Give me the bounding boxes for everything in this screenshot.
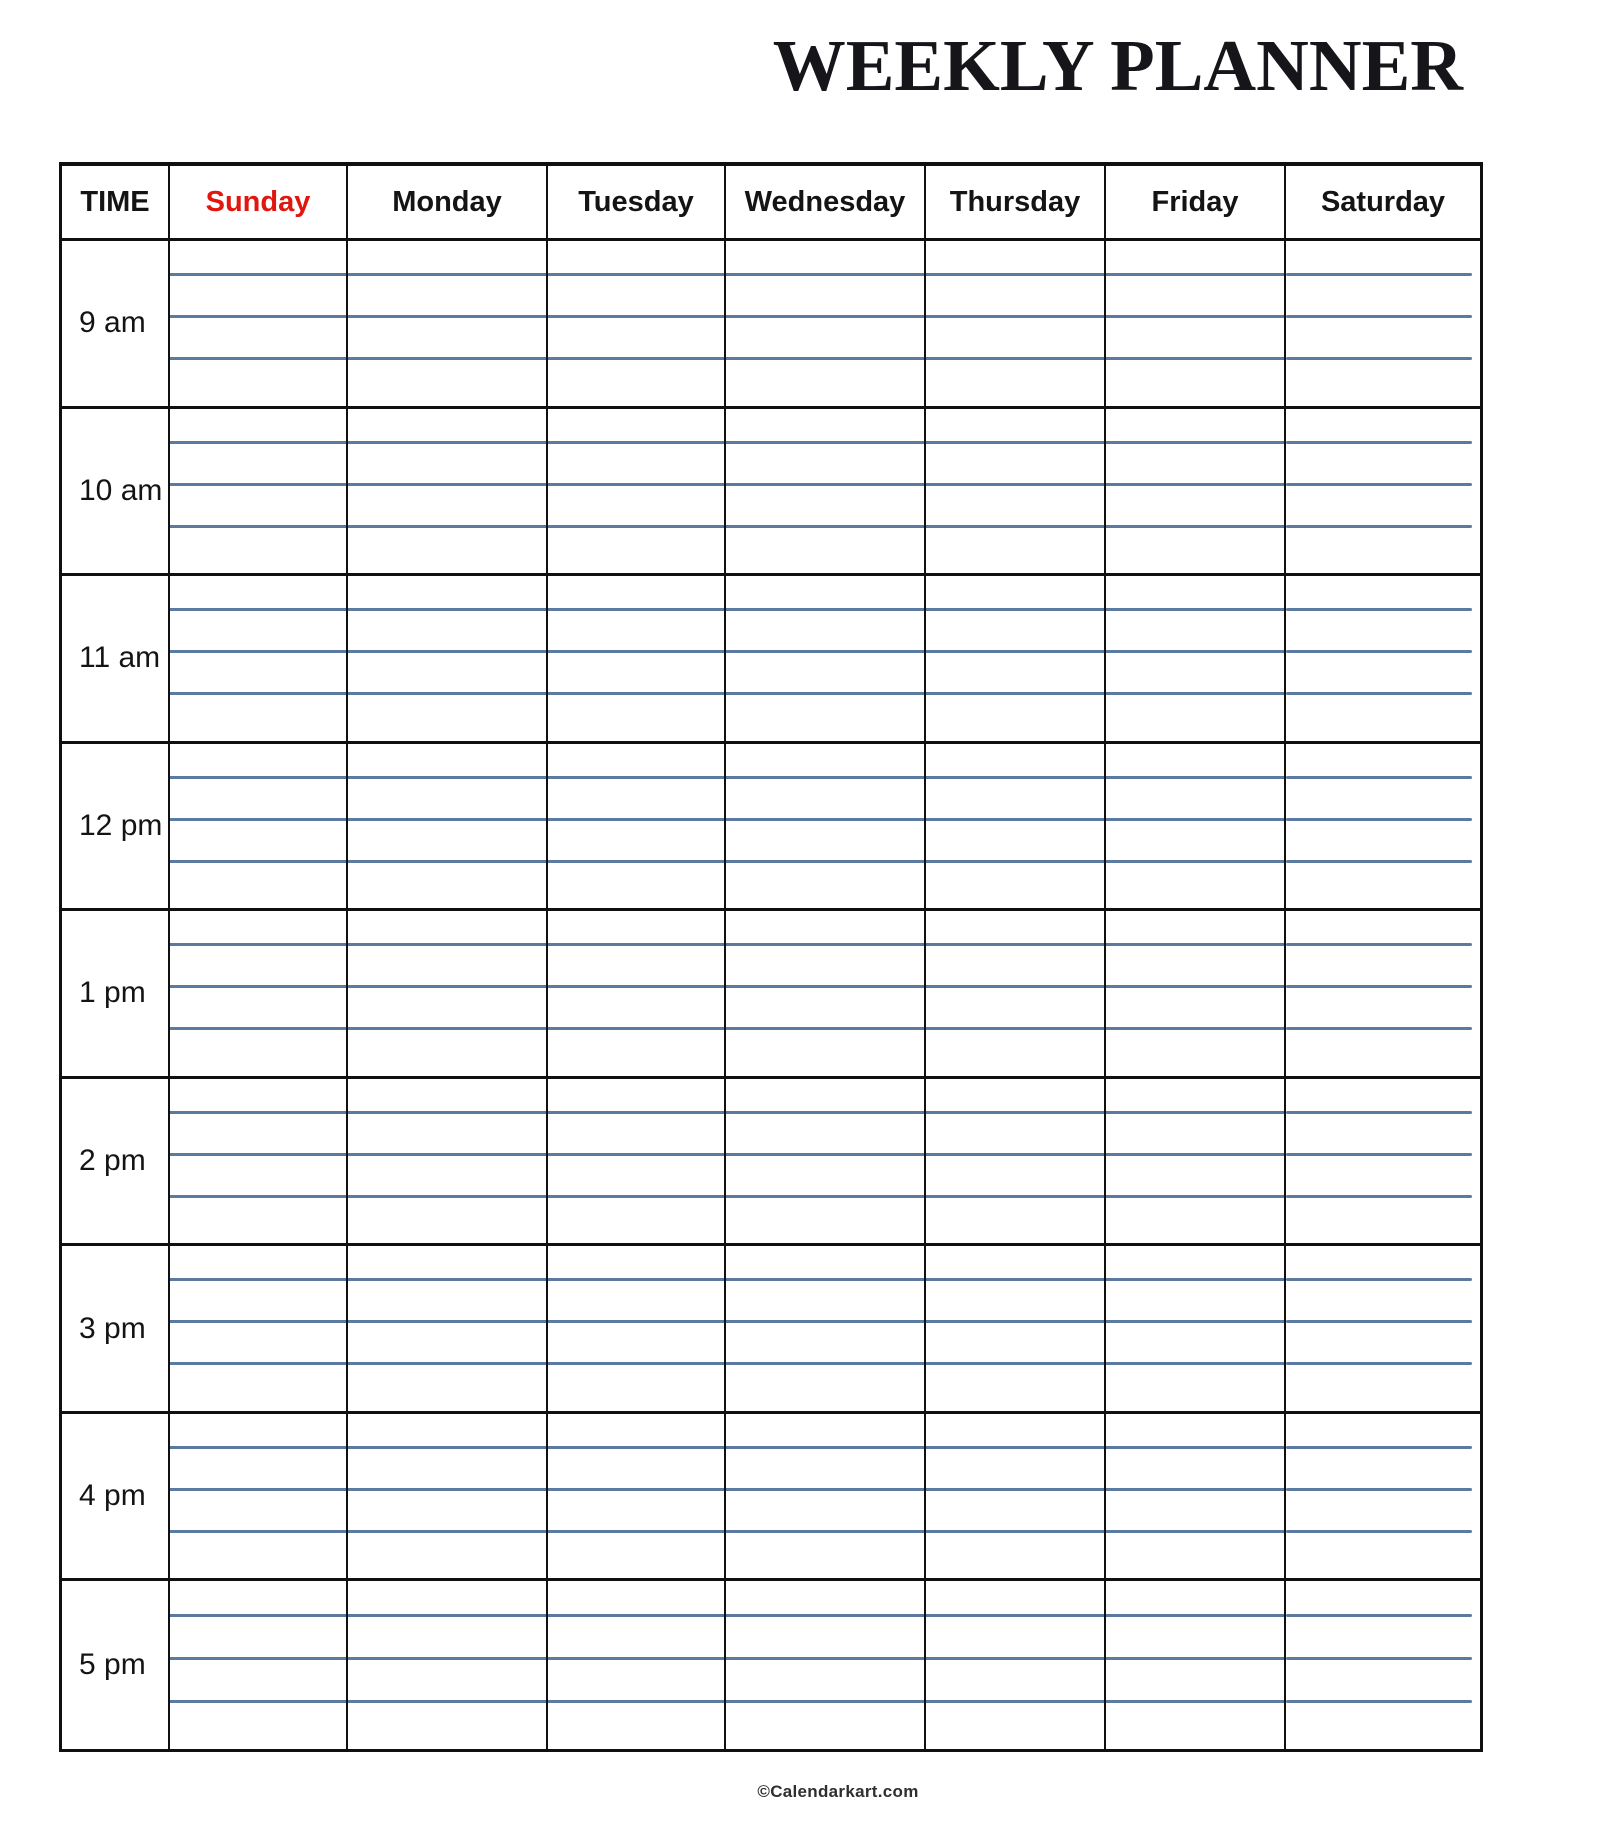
day-header-friday: Friday: [1106, 166, 1286, 241]
ruled-line: [348, 441, 546, 444]
ruled-line: [1106, 1530, 1284, 1533]
ruled-line: [726, 776, 924, 779]
ruled-line: [926, 692, 1104, 695]
planner-cell-friday-1-pm: [1106, 911, 1286, 1079]
ruled-line: [348, 315, 546, 318]
ruled-line: [1286, 1320, 1472, 1323]
ruled-line: [348, 1700, 546, 1703]
ruled-line: [348, 525, 546, 528]
ruled-line: [926, 1153, 1104, 1156]
ruled-line: [726, 315, 924, 318]
ruled-line: [548, 1153, 724, 1156]
ruled-line: [926, 483, 1104, 486]
ruled-line: [1106, 1446, 1284, 1449]
planner-cell-wednesday-10-am: [726, 409, 926, 577]
ruled-line: [726, 1657, 924, 1660]
planner-cell-wednesday-2-pm: [726, 1079, 926, 1247]
ruled-line: [726, 483, 924, 486]
ruled-line: [548, 1530, 724, 1533]
ruled-line: [926, 943, 1104, 946]
ruled-line: [548, 1111, 724, 1114]
planner-cell-thursday-4-pm: [926, 1414, 1106, 1582]
planner-cell-tuesday-1-pm: [548, 911, 726, 1079]
ruled-line: [726, 860, 924, 863]
ruled-line: [170, 1700, 346, 1703]
time-label-10-am: 10 am: [62, 409, 170, 577]
ruled-line: [1106, 1614, 1284, 1617]
planner-cell-sunday-3-pm: [170, 1246, 348, 1414]
ruled-line: [170, 1111, 346, 1114]
ruled-line: [348, 273, 546, 276]
ruled-line: [1106, 1278, 1284, 1281]
ruled-line: [548, 1278, 724, 1281]
ruled-line: [170, 1153, 346, 1156]
planner-cell-monday-5-pm: [348, 1581, 548, 1749]
ruled-line: [726, 943, 924, 946]
ruled-line: [548, 650, 724, 653]
ruled-line: [726, 1530, 924, 1533]
ruled-line: [170, 818, 346, 821]
ruled-line: [170, 273, 346, 276]
ruled-line: [726, 650, 924, 653]
ruled-line: [1286, 1657, 1472, 1660]
ruled-line: [926, 273, 1104, 276]
ruled-line: [348, 357, 546, 360]
planner-cell-saturday-10-am: [1286, 409, 1480, 577]
ruled-line: [548, 273, 724, 276]
ruled-line: [1106, 985, 1284, 988]
ruled-line: [726, 692, 924, 695]
ruled-line: [348, 483, 546, 486]
ruled-line: [726, 1278, 924, 1281]
ruled-line: [548, 1027, 724, 1030]
ruled-line: [1106, 357, 1284, 360]
ruled-line: [926, 1530, 1104, 1533]
planner-cell-thursday-1-pm: [926, 911, 1106, 1079]
ruled-line: [726, 608, 924, 611]
ruled-line: [1106, 1362, 1284, 1365]
ruled-line: [170, 692, 346, 695]
day-header-sunday: Sunday: [170, 166, 348, 241]
planner-cell-sunday-9-am: [170, 241, 348, 409]
ruled-line: [1286, 818, 1472, 821]
planner-cell-monday-9-am: [348, 241, 548, 409]
ruled-line: [548, 315, 724, 318]
ruled-line: [170, 650, 346, 653]
ruled-line: [170, 1320, 346, 1323]
ruled-line: [1286, 1195, 1472, 1198]
ruled-line: [1286, 1700, 1472, 1703]
footer-credit: ©Calendarkart.com: [757, 1782, 919, 1801]
planner-cell-friday-9-am: [1106, 241, 1286, 409]
ruled-line: [1286, 692, 1472, 695]
planner-cell-friday-10-am: [1106, 409, 1286, 577]
day-header-tuesday: Tuesday: [548, 166, 726, 241]
planner-cell-monday-1-pm: [348, 911, 548, 1079]
ruled-line: [348, 985, 546, 988]
ruled-line: [1106, 1488, 1284, 1491]
ruled-line: [726, 1027, 924, 1030]
ruled-line: [1106, 1320, 1284, 1323]
planner-cell-monday-2-pm: [348, 1079, 548, 1247]
planner-cell-thursday-10-am: [926, 409, 1106, 577]
day-header-monday: Monday: [348, 166, 548, 241]
ruled-line: [348, 1111, 546, 1114]
ruled-line: [170, 985, 346, 988]
planner-cell-saturday-11-am: [1286, 576, 1480, 744]
ruled-line: [170, 860, 346, 863]
ruled-line: [1106, 692, 1284, 695]
ruled-line: [926, 1700, 1104, 1703]
ruled-line: [726, 1446, 924, 1449]
ruled-line: [1106, 1027, 1284, 1030]
ruled-line: [170, 315, 346, 318]
planner-cell-monday-3-pm: [348, 1246, 548, 1414]
ruled-line: [548, 860, 724, 863]
ruled-line: [348, 1153, 546, 1156]
ruled-line: [1286, 1278, 1472, 1281]
ruled-line: [170, 1278, 346, 1281]
planner-cell-sunday-11-am: [170, 576, 348, 744]
ruled-line: [348, 1446, 546, 1449]
ruled-line: [548, 1446, 724, 1449]
ruled-line: [1286, 1530, 1472, 1533]
page-title: WEEKLY PLANNER: [772, 25, 1463, 106]
ruled-line: [548, 483, 724, 486]
ruled-line: [1106, 1700, 1284, 1703]
planner-cell-sunday-2-pm: [170, 1079, 348, 1247]
day-header-thursday: Thursday: [926, 166, 1106, 241]
planner-cell-friday-3-pm: [1106, 1246, 1286, 1414]
planner-cell-wednesday-5-pm: [726, 1581, 926, 1749]
ruled-line: [1286, 525, 1472, 528]
ruled-line: [926, 1278, 1104, 1281]
ruled-line: [1286, 1488, 1472, 1491]
ruled-line: [1106, 943, 1284, 946]
planner-cell-friday-2-pm: [1106, 1079, 1286, 1247]
time-label-4-pm: 4 pm: [62, 1414, 170, 1582]
planner-cell-wednesday-12-pm: [726, 744, 926, 912]
planner-cell-saturday-2-pm: [1286, 1079, 1480, 1247]
planner-cell-wednesday-9-am: [726, 241, 926, 409]
planner-cell-saturday-1-pm: [1286, 911, 1480, 1079]
ruled-line: [348, 1362, 546, 1365]
ruled-line: [170, 1614, 346, 1617]
ruled-line: [170, 1362, 346, 1365]
ruled-line: [1106, 483, 1284, 486]
ruled-line: [926, 1362, 1104, 1365]
ruled-line: [548, 692, 724, 695]
planner-cell-saturday-5-pm: [1286, 1581, 1480, 1749]
ruled-line: [170, 357, 346, 360]
planner-cell-tuesday-4-pm: [548, 1414, 726, 1582]
ruled-line: [1106, 1657, 1284, 1660]
ruled-line: [170, 943, 346, 946]
ruled-line: [1286, 650, 1472, 653]
ruled-line: [348, 860, 546, 863]
ruled-line: [170, 525, 346, 528]
planner-cell-wednesday-11-am: [726, 576, 926, 744]
ruled-line: [1286, 985, 1472, 988]
ruled-line: [170, 776, 346, 779]
planner-cell-wednesday-3-pm: [726, 1246, 926, 1414]
time-column-header: TIME: [62, 166, 170, 241]
ruled-line: [726, 441, 924, 444]
ruled-line: [726, 357, 924, 360]
ruled-line: [926, 1320, 1104, 1323]
ruled-line: [1106, 315, 1284, 318]
ruled-line: [548, 357, 724, 360]
ruled-line: [926, 985, 1104, 988]
ruled-line: [1106, 273, 1284, 276]
planner-cell-friday-11-am: [1106, 576, 1286, 744]
ruled-line: [548, 1320, 724, 1323]
ruled-line: [170, 1657, 346, 1660]
ruled-line: [926, 1111, 1104, 1114]
ruled-line: [170, 608, 346, 611]
time-label-9-am: 9 am: [62, 241, 170, 409]
ruled-line: [726, 1320, 924, 1323]
ruled-line: [348, 1278, 546, 1281]
planner-cell-sunday-4-pm: [170, 1414, 348, 1582]
ruled-line: [348, 1488, 546, 1491]
ruled-line: [170, 1488, 346, 1491]
ruled-line: [170, 1530, 346, 1533]
planner-cell-friday-4-pm: [1106, 1414, 1286, 1582]
ruled-line: [170, 441, 346, 444]
ruled-line: [1106, 525, 1284, 528]
time-label-5-pm: 5 pm: [62, 1581, 170, 1749]
ruled-line: [348, 1027, 546, 1030]
ruled-line: [348, 1614, 546, 1617]
ruled-line: [926, 315, 1104, 318]
day-header-saturday: Saturday: [1286, 166, 1480, 241]
ruled-line: [1106, 650, 1284, 653]
planner-cell-friday-12-pm: [1106, 744, 1286, 912]
ruled-line: [1106, 860, 1284, 863]
ruled-line: [548, 776, 724, 779]
planner-cell-thursday-5-pm: [926, 1581, 1106, 1749]
ruled-line: [926, 441, 1104, 444]
ruled-line: [926, 1614, 1104, 1617]
ruled-line: [1286, 1362, 1472, 1365]
ruled-line: [1286, 1153, 1472, 1156]
ruled-line: [1106, 1195, 1284, 1198]
ruled-line: [348, 1195, 546, 1198]
ruled-line: [1286, 441, 1472, 444]
ruled-line: [348, 692, 546, 695]
planner-cell-sunday-5-pm: [170, 1581, 348, 1749]
ruled-line: [1286, 357, 1472, 360]
ruled-line: [926, 776, 1104, 779]
planner-cell-tuesday-11-am: [548, 576, 726, 744]
ruled-line: [726, 1153, 924, 1156]
ruled-line: [348, 1320, 546, 1323]
ruled-line: [548, 1362, 724, 1365]
ruled-line: [926, 608, 1104, 611]
ruled-line: [170, 1446, 346, 1449]
planner-cell-thursday-11-am: [926, 576, 1106, 744]
ruled-line: [726, 525, 924, 528]
ruled-line: [726, 1111, 924, 1114]
ruled-line: [726, 818, 924, 821]
planner-cell-tuesday-3-pm: [548, 1246, 726, 1414]
time-label-2-pm: 2 pm: [62, 1079, 170, 1247]
ruled-line: [1286, 860, 1472, 863]
ruled-line: [348, 943, 546, 946]
ruled-line: [926, 1195, 1104, 1198]
ruled-line: [726, 1614, 924, 1617]
ruled-line: [726, 273, 924, 276]
planner-cell-wednesday-4-pm: [726, 1414, 926, 1582]
ruled-line: [170, 1027, 346, 1030]
planner-cell-saturday-3-pm: [1286, 1246, 1480, 1414]
ruled-line: [926, 525, 1104, 528]
ruled-line: [926, 818, 1104, 821]
ruled-line: [726, 1700, 924, 1703]
planner-cell-monday-12-pm: [348, 744, 548, 912]
ruled-line: [1286, 1111, 1472, 1114]
ruled-line: [348, 1657, 546, 1660]
ruled-line: [1286, 483, 1472, 486]
ruled-line: [926, 650, 1104, 653]
ruled-line: [548, 943, 724, 946]
planner-cell-tuesday-2-pm: [548, 1079, 726, 1247]
planner-cell-saturday-9-am: [1286, 241, 1480, 409]
planner-cell-friday-5-pm: [1106, 1581, 1286, 1749]
ruled-line: [926, 1446, 1104, 1449]
ruled-line: [926, 1027, 1104, 1030]
planner-cell-monday-11-am: [348, 576, 548, 744]
ruled-line: [1286, 1614, 1472, 1617]
ruled-line: [170, 483, 346, 486]
planner-cell-thursday-3-pm: [926, 1246, 1106, 1414]
ruled-line: [1106, 818, 1284, 821]
ruled-line: [1286, 1027, 1472, 1030]
ruled-line: [1286, 608, 1472, 611]
planner-cell-monday-10-am: [348, 409, 548, 577]
planner-cell-tuesday-9-am: [548, 241, 726, 409]
planner-cell-thursday-12-pm: [926, 744, 1106, 912]
ruled-line: [348, 650, 546, 653]
ruled-line: [926, 357, 1104, 360]
ruled-line: [1286, 776, 1472, 779]
ruled-line: [348, 776, 546, 779]
day-header-wednesday: Wednesday: [726, 166, 926, 241]
ruled-line: [548, 1195, 724, 1198]
ruled-line: [1106, 441, 1284, 444]
ruled-line: [926, 860, 1104, 863]
planner-cell-tuesday-5-pm: [548, 1581, 726, 1749]
ruled-line: [726, 1488, 924, 1491]
ruled-line: [548, 525, 724, 528]
ruled-line: [548, 1614, 724, 1617]
ruled-line: [170, 1195, 346, 1198]
planner-cell-sunday-12-pm: [170, 744, 348, 912]
time-label-1-pm: 1 pm: [62, 911, 170, 1079]
planner-cell-tuesday-10-am: [548, 409, 726, 577]
ruled-line: [1106, 1153, 1284, 1156]
ruled-line: [548, 441, 724, 444]
ruled-line: [1286, 1446, 1472, 1449]
ruled-line: [726, 985, 924, 988]
ruled-line: [548, 608, 724, 611]
planner-cell-tuesday-12-pm: [548, 744, 726, 912]
planner-cell-sunday-10-am: [170, 409, 348, 577]
ruled-line: [348, 608, 546, 611]
ruled-line: [548, 1700, 724, 1703]
ruled-line: [1286, 273, 1472, 276]
ruled-line: [926, 1488, 1104, 1491]
planner-cell-monday-4-pm: [348, 1414, 548, 1582]
planner-cell-wednesday-1-pm: [726, 911, 926, 1079]
planner-cell-saturday-12-pm: [1286, 744, 1480, 912]
planner-cell-thursday-9-am: [926, 241, 1106, 409]
planner-cell-saturday-4-pm: [1286, 1414, 1480, 1582]
ruled-line: [548, 1657, 724, 1660]
ruled-line: [926, 1657, 1104, 1660]
ruled-line: [348, 1530, 546, 1533]
ruled-line: [548, 818, 724, 821]
ruled-line: [1106, 608, 1284, 611]
ruled-line: [726, 1362, 924, 1365]
planner-cell-sunday-1-pm: [170, 911, 348, 1079]
time-label-3-pm: 3 pm: [62, 1246, 170, 1414]
time-label-12-pm: 12 pm: [62, 744, 170, 912]
ruled-line: [548, 1488, 724, 1491]
ruled-line: [1286, 943, 1472, 946]
weekly-planner-table: [59, 162, 1483, 1752]
ruled-line: [548, 985, 724, 988]
ruled-line: [726, 1195, 924, 1198]
ruled-line: [348, 818, 546, 821]
planner-cell-thursday-2-pm: [926, 1079, 1106, 1247]
ruled-line: [1106, 1111, 1284, 1114]
ruled-line: [1286, 315, 1472, 318]
ruled-line: [1106, 776, 1284, 779]
time-label-11-am: 11 am: [62, 576, 170, 744]
